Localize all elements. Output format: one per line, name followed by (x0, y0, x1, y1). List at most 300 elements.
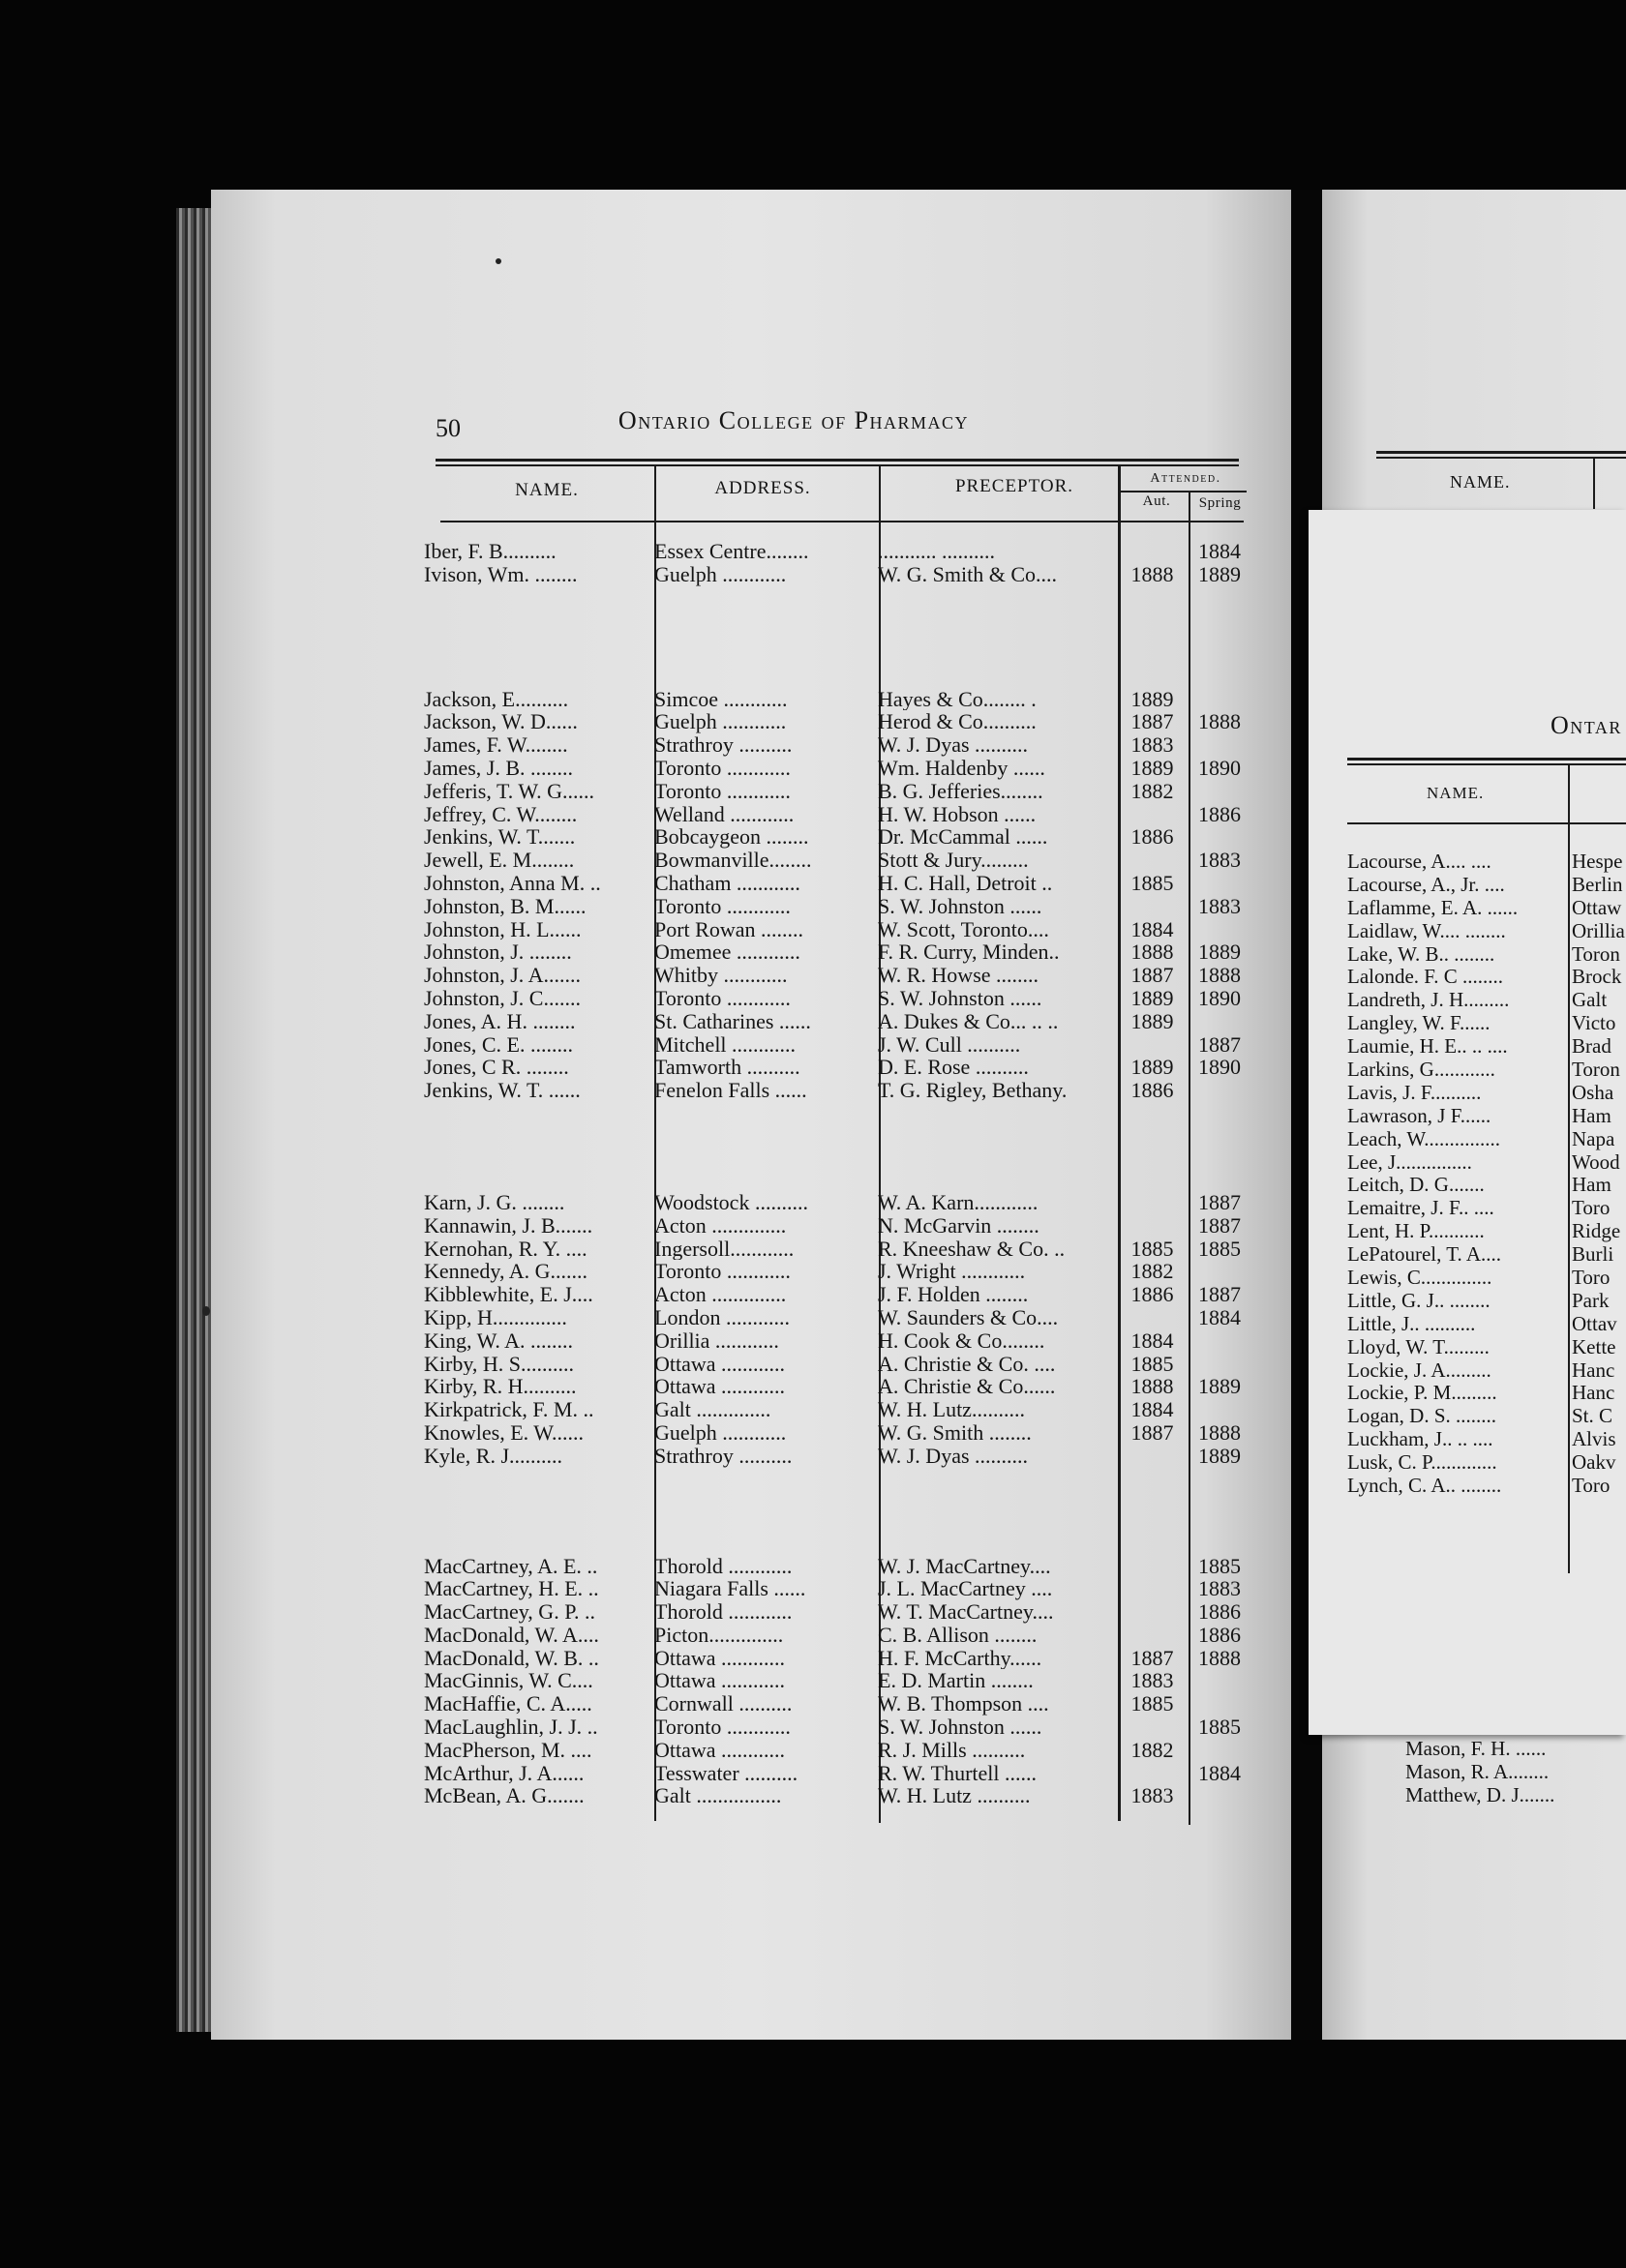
cell-name: Kirby, R. H.......... (424, 1375, 577, 1399)
cell-address: Bobcaygeon ........ (654, 825, 809, 850)
table-row (424, 1283, 1256, 1306)
cell-spring: 1887 (1198, 1213, 1241, 1238)
cell-aut: 1885 (1130, 1352, 1174, 1376)
cell-preceptor: J. F. Holden ........ (878, 1283, 1029, 1306)
cell-address: Hespe (1572, 850, 1623, 873)
list-item (1347, 1220, 1626, 1243)
section-gap (424, 586, 1256, 688)
table-row (424, 1739, 1256, 1762)
cell-address: Ottaw (1572, 896, 1622, 919)
table-row (424, 1191, 1256, 1214)
cell-aut: 1882 (1130, 779, 1174, 803)
column-header-attended: Attended. (1150, 471, 1221, 486)
list-item (1347, 1035, 1626, 1059)
cell-preceptor: W. Saunders & Co.... (878, 1305, 1059, 1329)
section-gap (424, 1102, 1256, 1191)
cell-spring: 1886 (1198, 1623, 1241, 1647)
scan-blemish (496, 258, 501, 264)
cell-aut: 1886 (1130, 1079, 1174, 1102)
table-row (424, 1010, 1256, 1033)
cell-preceptor: A. Dukes & Co... .. .. (878, 1009, 1059, 1033)
cell-aut: 1884 (1130, 1398, 1174, 1421)
table-row (424, 1555, 1256, 1578)
cell-aut: 1886 (1130, 1283, 1174, 1306)
cell-preceptor: N. McGarvin ........ (878, 1213, 1039, 1238)
cell-address: Mitchell ............ (654, 1032, 797, 1057)
table-row (424, 1329, 1256, 1353)
right-column-header-name: NAME. (1450, 472, 1511, 492)
cell-aut: 1889 (1130, 756, 1174, 780)
cell-name: Kernohan, R. Y. .... (424, 1237, 587, 1261)
cell-address: Kette (1572, 1335, 1616, 1358)
cell-name: MacCartney, H. E. .. (424, 1577, 599, 1601)
cell-name: Johnston, Anna M. .. (424, 871, 601, 895)
cell-name: MacDonald, W. B. .. (424, 1646, 599, 1670)
cell-aut: 1883 (1130, 1669, 1174, 1693)
table-row (424, 1353, 1256, 1376)
cell-address: Ottawa ............ (654, 1738, 786, 1762)
cell-preceptor: F. R. Curry, Minden.. (878, 940, 1060, 965)
list-item (1347, 989, 1626, 1012)
table-row (424, 987, 1256, 1010)
cell-address: Tamworth .......... (654, 1056, 800, 1080)
cell-spring: 1884 (1198, 540, 1241, 563)
cell-address: Osha (1572, 1081, 1614, 1104)
cell-preceptor: W. G. Smith & Co.... (878, 562, 1057, 586)
cell-name: Laflamme, E. A. ...... (1347, 896, 1519, 919)
cell-address: Thorold ............ (654, 1600, 793, 1624)
cell-spring: 1884 (1198, 1761, 1241, 1785)
cell-spring: 1888 (1198, 1420, 1241, 1445)
cell-name: MacCartney, G. P. .. (424, 1600, 595, 1624)
list-item (1347, 1059, 1626, 1082)
cell-preceptor: W. J. MacCartney.... (878, 1554, 1051, 1578)
cell-preceptor: W. J. Dyas .......... (878, 1444, 1029, 1468)
column-header-aut: Aut. (1142, 493, 1171, 509)
list-item (1347, 1012, 1626, 1035)
cell-aut: 1888 (1130, 1375, 1174, 1399)
cell-address: Park (1572, 1289, 1610, 1312)
table-row (424, 1375, 1256, 1398)
cell-name: Kyle, R. J.......... (424, 1444, 562, 1468)
table-row (424, 872, 1256, 895)
cell-address: Toron (1572, 942, 1620, 966)
cell-address: Berlin (1572, 873, 1623, 896)
cell-address: Oakv (1572, 1451, 1616, 1475)
cell-spring: 1884 (1198, 1305, 1241, 1329)
register-table (424, 540, 1256, 1807)
cell-address: Toro (1572, 1475, 1611, 1498)
cell-aut: 1887 (1130, 1420, 1174, 1445)
list-item (1347, 874, 1626, 897)
cell-address: Galt .............. (654, 1398, 771, 1421)
cell-address: Brock (1572, 966, 1622, 989)
list-item (1347, 1475, 1626, 1498)
cell-address: London ............ (654, 1305, 790, 1329)
cell-address: Fenelon Falls ...... (654, 1079, 807, 1102)
list-item (1347, 1359, 1626, 1383)
cell-aut: 1887 (1130, 1646, 1174, 1670)
cell-address: Ham (1572, 1174, 1611, 1197)
right-header-rule-2 (1376, 457, 1626, 459)
cell-address: Picton.............. (654, 1623, 784, 1647)
cell-name: Johnston, B. M...... (424, 894, 587, 918)
table-row (424, 710, 1256, 733)
cell-name: Leach, W............... (1347, 1127, 1501, 1150)
section-k (424, 1191, 1256, 1468)
cell-name: MacHaffie, C. A..... (424, 1692, 592, 1716)
cell-address: Orillia (1572, 919, 1625, 942)
table-row (424, 1398, 1256, 1421)
cell-name: James, J. B. ........ (424, 756, 573, 780)
cell-name: Kannawin, J. B....... (424, 1213, 593, 1238)
cell-spring: 1885 (1198, 1237, 1241, 1261)
cell-preceptor: R. W. Thurtell ...... (878, 1761, 1037, 1785)
list-item (1347, 1267, 1626, 1290)
table-row (424, 964, 1256, 987)
insert-header-bottom-rule (1347, 822, 1626, 824)
cell-spring: 1885 (1198, 1716, 1241, 1739)
cell-address: Galt (1572, 989, 1608, 1012)
cell-name: MacCartney, A. E. .. (424, 1554, 598, 1578)
cell-aut: 1887 (1130, 710, 1174, 734)
running-title: Ontario College of Pharmacy (617, 406, 970, 434)
cell-name: LePatourel, T. A.... (1347, 1243, 1502, 1267)
cell-spring: 1883 (1198, 894, 1241, 918)
cell-preceptor: A. Christie & Co. .... (878, 1352, 1056, 1376)
table-row (424, 780, 1256, 803)
cell-name: Jackson, E.......... (424, 687, 569, 711)
cell-address: Cornwall .......... (654, 1692, 793, 1716)
cell-spring: 1883 (1198, 1577, 1241, 1601)
cell-address: Brad (1572, 1035, 1611, 1059)
cell-preceptor: W. J. Dyas .......... (878, 733, 1029, 757)
cell-name: Larkins, G............ (1347, 1059, 1495, 1082)
cell-address: Essex Centre........ (654, 540, 809, 563)
cell-name: Lemaitre, J. F.. .... (1347, 1197, 1494, 1220)
insert-list (1347, 850, 1626, 1498)
cell-name: Logan, D. S. ........ (1347, 1405, 1496, 1428)
cell-name: Lake, W. B.. ........ (1347, 942, 1495, 966)
cell-name: Kibblewhite, E. J.... (424, 1283, 593, 1306)
cell-aut: 1889 (1130, 687, 1174, 711)
cell-aut: 1888 (1130, 562, 1174, 586)
cell-name: Lockie, P. M......... (1347, 1382, 1497, 1405)
cell-address: Guelph ............ (654, 562, 787, 586)
cell-name: Lacourse, A.... .... (1347, 850, 1491, 873)
cell-name: Jeffrey, C. W........ (424, 802, 578, 826)
table-row (424, 1421, 1256, 1445)
header-top-rule (436, 459, 1239, 462)
cell-address: Toro (1572, 1197, 1611, 1220)
table-row (424, 1647, 1256, 1670)
list-item (1347, 1382, 1626, 1405)
cell-preceptor: J. W. Cull .......... (878, 1032, 1021, 1057)
cell-address: Toronto ............ (654, 1260, 791, 1284)
cell-preceptor: R. Kneeshaw & Co. .. (878, 1237, 1066, 1261)
cell-spring: 1885 (1198, 1554, 1241, 1578)
cell-name: Jackson, W. D...... (424, 710, 578, 734)
cell-preceptor: Stott & Jury......... (878, 849, 1029, 872)
cell-address: Victo (1572, 1012, 1616, 1035)
cell-name: Jenkins, W. T. ...... (424, 1079, 581, 1102)
cell-name: Lloyd, W. T......... (1347, 1335, 1490, 1358)
list-item (1347, 897, 1626, 920)
cell-address: Toronto ............ (654, 1716, 791, 1739)
table-row (424, 825, 1256, 849)
cell-preceptor: B. G. Jefferies........ (878, 779, 1043, 803)
cell-address: Hanc (1572, 1358, 1615, 1382)
cell-name: Jones, A. H. ........ (424, 1009, 576, 1033)
cell-preceptor: R. J. Mills .......... (878, 1738, 1026, 1762)
list-item (1347, 1174, 1626, 1197)
list-item (1347, 1243, 1626, 1267)
cell-name: Lusk, C. P............. (1347, 1451, 1497, 1475)
cell-name: Mason, F. H. ...... (1405, 1738, 1547, 1760)
cell-address: Alvis (1572, 1428, 1616, 1451)
cell-spring: 1886 (1198, 1600, 1241, 1624)
cell-name: Jefferis, T. W. G...... (424, 779, 594, 803)
cell-aut: 1886 (1130, 825, 1174, 850)
cell-address: Toronto ............ (654, 779, 791, 803)
list-item (1347, 920, 1626, 943)
column-header-name: NAME. (515, 480, 579, 500)
cell-address: Chatham ............ (654, 871, 800, 895)
cell-address: Tesswater .......... (654, 1761, 798, 1785)
cell-preceptor: H. W. Hobson ...... (878, 802, 1037, 826)
cell-preceptor: W. H. Lutz.......... (878, 1398, 1025, 1421)
cell-name: Jones, C. E. ........ (424, 1032, 573, 1057)
cell-aut: 1882 (1130, 1738, 1174, 1762)
cell-name: Lavis, J. F.......... (1347, 1081, 1482, 1104)
cell-name: Little, J.. .......... (1347, 1312, 1476, 1335)
cell-address: Port Rowan ........ (654, 917, 803, 941)
cell-aut: 1888 (1130, 940, 1174, 965)
list-item (1347, 1405, 1626, 1428)
cell-spring: 1888 (1198, 964, 1241, 987)
cell-aut: 1889 (1130, 1009, 1174, 1033)
cell-name: Kennedy, A. G....... (424, 1260, 588, 1284)
cell-spring: 1887 (1198, 1283, 1241, 1306)
cell-spring: 1886 (1198, 802, 1241, 826)
cell-name: MacPherson, M. .... (424, 1738, 592, 1762)
table-row (424, 803, 1256, 826)
table-row (424, 1624, 1256, 1647)
cell-preceptor: Dr. McCammal ...... (878, 825, 1048, 850)
cell-name: Lacourse, A., Jr. .... (1347, 873, 1505, 896)
cell-spring: 1890 (1198, 756, 1241, 780)
cell-aut: 1885 (1130, 871, 1174, 895)
cell-name: Leitch, D. G....... (1347, 1174, 1485, 1197)
cell-preceptor: S. W. Johnston ...... (878, 986, 1042, 1010)
list-item (1347, 943, 1626, 967)
cell-address: St. Catharines ...... (654, 1009, 811, 1033)
inserted-sheet (1309, 510, 1626, 1735)
cell-name: Jenkins, W. T....... (424, 825, 576, 850)
cell-address: Wood (1572, 1150, 1620, 1174)
table-row (424, 1716, 1256, 1739)
cell-spring: 1887 (1198, 1032, 1241, 1057)
cell-address: Welland ............ (654, 802, 795, 826)
cell-name: Johnston, J. C....... (424, 986, 581, 1010)
cell-preceptor: Herod & Co.......... (878, 710, 1037, 734)
table-row (424, 940, 1256, 964)
cell-address: Whitby ............ (654, 964, 788, 987)
table-row (424, 849, 1256, 872)
list-item (1347, 1151, 1626, 1175)
section-i (424, 540, 1256, 586)
cell-name: Lewis, C.............. (1347, 1267, 1492, 1290)
table-row (424, 1306, 1256, 1329)
inserted-sheet-title: Ontar (1551, 711, 1622, 739)
table-row (424, 1033, 1256, 1057)
cell-name: Matthew, D. J....... (1405, 1783, 1555, 1806)
right-column-rule (1593, 457, 1595, 509)
list-item (1347, 1128, 1626, 1151)
book-page-edges (176, 208, 215, 2032)
cell-address: Napa (1572, 1127, 1615, 1150)
cell-address: Orillia ............ (654, 1328, 779, 1353)
cell-spring: 1889 (1198, 562, 1241, 586)
cell-preceptor: Wm. Haldenby ...... (878, 756, 1045, 780)
cell-name: Johnston, H. L...... (424, 917, 582, 941)
cell-aut: 1889 (1130, 986, 1174, 1010)
cell-address: Toronto ............ (654, 756, 791, 780)
table-row (424, 918, 1256, 941)
column-header-spring: Spring (1198, 495, 1242, 511)
cell-name: Laidlaw, W.... ........ (1347, 919, 1506, 942)
cell-address: Woodstock .......... (654, 1190, 808, 1214)
cell-name: Jones, C R. ........ (424, 1056, 569, 1080)
right-header-rule (1376, 451, 1626, 454)
cell-spring: 1887 (1198, 1190, 1241, 1214)
cell-address: Acton .............. (654, 1213, 787, 1238)
cell-address: Thorold ............ (654, 1554, 793, 1578)
cell-preceptor: W. G. Smith ........ (878, 1420, 1032, 1445)
cell-preceptor: H. F. McCarthy...... (878, 1646, 1042, 1670)
cell-preceptor: ........... .......... (878, 540, 995, 563)
cell-name: Ivison, Wm. ........ (424, 562, 578, 586)
table-row (424, 1784, 1256, 1807)
list-item (1347, 1313, 1626, 1336)
cell-name: Iber, F. B.......... (424, 540, 557, 563)
list-item (1347, 1290, 1626, 1313)
cell-spring: 1888 (1198, 710, 1241, 734)
cell-aut: 1889 (1130, 1056, 1174, 1080)
cell-address: Strathroy .......... (654, 1444, 793, 1468)
cell-address: Ridge (1572, 1220, 1621, 1243)
cell-aut: 1885 (1130, 1692, 1174, 1716)
cell-preceptor: W. B. Thompson .... (878, 1692, 1049, 1716)
cell-address: Ingersoll............ (654, 1237, 795, 1261)
cell-preceptor: W. H. Lutz .......... (878, 1784, 1031, 1808)
insert-header-rule-2 (1347, 763, 1626, 765)
cell-address: Strathroy .......... (654, 733, 793, 757)
cell-name: Little, G. J.. ........ (1347, 1289, 1490, 1312)
cell-spring: 1888 (1198, 1646, 1241, 1670)
table-row (424, 1079, 1256, 1102)
table-row (424, 1056, 1256, 1079)
cell-name: Lee, J............... (1347, 1150, 1472, 1174)
table-row (424, 1214, 1256, 1238)
cell-name: McArthur, J. A...... (424, 1761, 585, 1785)
cell-address: Ottawa ............ (654, 1669, 786, 1693)
table-row (424, 1577, 1256, 1600)
insert-header-rule (1347, 758, 1626, 761)
column-header-address: ADDRESS. (714, 478, 811, 498)
page-number: 50 (436, 414, 461, 442)
cell-address: Toron (1572, 1059, 1620, 1082)
cell-preceptor: C. B. Allison ........ (878, 1623, 1038, 1647)
cell-name: McBean, A. G....... (424, 1784, 585, 1808)
cell-name: Johnston, J. ........ (424, 940, 572, 965)
cell-address: Bowmanville........ (654, 849, 812, 872)
table-row (424, 1762, 1256, 1785)
cell-name: Lalonde. F. C ........ (1347, 966, 1504, 989)
section-gap (424, 1468, 1256, 1555)
cell-name: Laumie, H. E.. .. .... (1347, 1035, 1508, 1059)
attended-sub-rule (1121, 491, 1247, 492)
cell-preceptor: W. R. Howse ........ (878, 964, 1039, 987)
cell-name: MacLaughlin, J. J. .. (424, 1716, 598, 1739)
cell-spring: 1890 (1198, 986, 1241, 1010)
table-row (424, 1692, 1256, 1716)
cell-preceptor: J. L. MacCartney .... (878, 1577, 1053, 1601)
cell-address: St. C (1572, 1405, 1613, 1428)
cell-address: Galt ................ (654, 1784, 782, 1808)
cell-aut: 1883 (1130, 1784, 1174, 1808)
cell-address: Ottawa ............ (654, 1375, 786, 1399)
table-row (424, 1238, 1256, 1261)
cell-address: Niagara Falls ...... (654, 1577, 806, 1601)
cell-name: Lockie, J. A......... (1347, 1358, 1491, 1382)
cell-spring: 1890 (1198, 1056, 1241, 1080)
cell-spring: 1889 (1198, 940, 1241, 965)
cell-address: Ottav (1572, 1312, 1617, 1335)
cell-address: Acton .............. (654, 1283, 787, 1306)
cell-aut: 1883 (1130, 733, 1174, 757)
table-row (424, 1669, 1256, 1692)
cell-name: Kipp, H.............. (424, 1305, 567, 1329)
cell-name: MacDonald, W. A.... (424, 1623, 599, 1647)
list-item (1347, 1082, 1626, 1105)
cell-preceptor: W. A. Karn............ (878, 1190, 1039, 1214)
header-bottom-rule (440, 521, 1244, 522)
cell-name: Karn, J. G. ........ (424, 1190, 565, 1214)
cell-name: Landreth, J. H......... (1347, 989, 1510, 1012)
table-row (424, 1445, 1256, 1468)
cell-name: Luckham, J.. .. .... (1347, 1428, 1493, 1451)
section-m (424, 1555, 1256, 1808)
cell-preceptor: S. W. Johnston ...... (878, 1716, 1042, 1739)
table-row (424, 757, 1256, 780)
cell-name: Johnston, J. A....... (424, 964, 581, 987)
list-item (1347, 966, 1626, 989)
cell-preceptor: W. T. MacCartney.... (878, 1600, 1054, 1624)
cell-spring: 1889 (1198, 1375, 1241, 1399)
cell-address: Simcoe ............ (654, 687, 788, 711)
cell-spring: 1889 (1198, 1444, 1241, 1468)
cell-name: James, F. W........ (424, 733, 568, 757)
cell-name: Knowles, E. W...... (424, 1420, 584, 1445)
list-item (1347, 850, 1626, 874)
table-row (424, 895, 1256, 918)
cell-preceptor: A. Christie & Co...... (878, 1375, 1056, 1399)
cell-address: Ham (1572, 1104, 1611, 1127)
list-item (1347, 1428, 1626, 1451)
cell-address: Guelph ............ (654, 710, 787, 734)
cell-aut: 1882 (1130, 1260, 1174, 1284)
